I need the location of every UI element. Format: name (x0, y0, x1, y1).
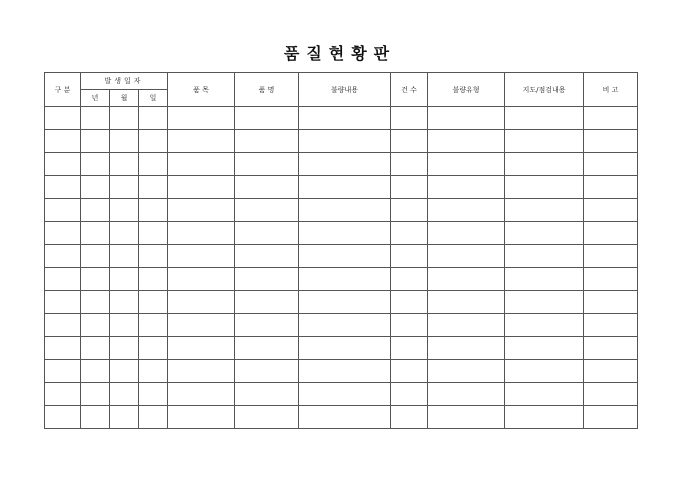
table-cell (584, 314, 638, 337)
table-cell (81, 107, 110, 130)
table-cell (584, 360, 638, 383)
table-cell (168, 337, 235, 360)
table-cell (428, 268, 505, 291)
table-cell (584, 176, 638, 199)
table-cell (235, 268, 299, 291)
table-cell (81, 153, 110, 176)
table-cell (45, 153, 81, 176)
table-cell (110, 383, 139, 406)
table-cell (391, 406, 428, 429)
table-cell (110, 268, 139, 291)
table-cell (81, 383, 110, 406)
table-cell (168, 245, 235, 268)
table-cell (428, 245, 505, 268)
table-cell (505, 406, 584, 429)
table-cell (235, 199, 299, 222)
table-cell (505, 176, 584, 199)
table-cell (299, 383, 391, 406)
table-cell (584, 199, 638, 222)
header-count: 건 수 (391, 73, 428, 107)
table-cell (428, 314, 505, 337)
table-cell (110, 176, 139, 199)
table-cell (391, 383, 428, 406)
table-cell (505, 360, 584, 383)
header-guidance: 지도/점검내용 (505, 73, 584, 107)
table-cell (391, 291, 428, 314)
quality-status-table (44, 72, 638, 429)
table-cell (45, 199, 81, 222)
table-row (45, 199, 638, 222)
table-cell (505, 153, 584, 176)
header-defect-type: 불량유형 (428, 73, 505, 107)
table-cell (505, 268, 584, 291)
table-cell (139, 337, 168, 360)
table-cell (110, 222, 139, 245)
table-cell (391, 314, 428, 337)
table-cell (139, 176, 168, 199)
table-cell (139, 199, 168, 222)
table-row (45, 130, 638, 153)
table-cell (168, 360, 235, 383)
table-cell (235, 291, 299, 314)
table-row (45, 291, 638, 314)
table-cell (428, 153, 505, 176)
table-cell (139, 130, 168, 153)
table-cell (45, 107, 81, 130)
table-cell (45, 406, 81, 429)
header-day: 일 (139, 90, 168, 107)
table-cell (235, 360, 299, 383)
header-occurrence-date: 발생일자 (81, 73, 168, 90)
table-cell (235, 153, 299, 176)
table-cell (81, 314, 110, 337)
table-cell (81, 130, 110, 153)
table-row (45, 107, 638, 130)
table-cell (584, 383, 638, 406)
table-cell (391, 176, 428, 199)
table-cell (584, 337, 638, 360)
table-cell (428, 383, 505, 406)
page-title: 품질현황판 (283, 44, 397, 63)
table-cell (391, 360, 428, 383)
table-cell (139, 314, 168, 337)
table-row (45, 153, 638, 176)
table-cell (299, 360, 391, 383)
table-cell (428, 291, 505, 314)
header-remarks: 비 고 (584, 73, 638, 107)
table-cell (168, 406, 235, 429)
table-cell (235, 337, 299, 360)
table-cell (168, 268, 235, 291)
table-row (45, 360, 638, 383)
table-cell (81, 222, 110, 245)
table-cell (168, 199, 235, 222)
table-cell (584, 130, 638, 153)
table-cell (299, 268, 391, 291)
table-cell (428, 406, 505, 429)
table-cell (299, 222, 391, 245)
table-row (45, 222, 638, 245)
table-cell (428, 337, 505, 360)
table-cell (299, 107, 391, 130)
table-cell (584, 406, 638, 429)
table-cell (110, 337, 139, 360)
table-cell (168, 107, 235, 130)
table-cell (505, 222, 584, 245)
table-cell (391, 222, 428, 245)
table-cell (110, 199, 139, 222)
table-cell (391, 337, 428, 360)
table-cell (584, 107, 638, 130)
table-cell (81, 245, 110, 268)
table-row (45, 383, 638, 406)
table-cell (299, 199, 391, 222)
table-cell (235, 176, 299, 199)
table-cell (139, 222, 168, 245)
table-cell (81, 268, 110, 291)
table-row (45, 314, 638, 337)
header-product-name: 품 명 (235, 73, 299, 107)
table-cell (299, 130, 391, 153)
table-cell (299, 337, 391, 360)
table-cell (299, 153, 391, 176)
table-cell (584, 268, 638, 291)
table-cell (391, 199, 428, 222)
table-cell (45, 130, 81, 153)
table-cell (168, 153, 235, 176)
table-cell (45, 222, 81, 245)
table-cell (110, 130, 139, 153)
table-row (45, 176, 638, 199)
table-cell (139, 245, 168, 268)
table-cell (428, 107, 505, 130)
table-cell (168, 176, 235, 199)
table-cell (139, 406, 168, 429)
table-cell (391, 107, 428, 130)
table-cell (299, 245, 391, 268)
table-cell (235, 406, 299, 429)
table-row (45, 406, 638, 429)
table-cell (505, 107, 584, 130)
table-cell (168, 291, 235, 314)
table-cell (139, 153, 168, 176)
table-cell (81, 360, 110, 383)
table-cell (110, 360, 139, 383)
table-cell (428, 199, 505, 222)
table-cell (505, 245, 584, 268)
table-cell (81, 337, 110, 360)
table-cell (505, 337, 584, 360)
table-cell (45, 314, 81, 337)
table-cell (45, 268, 81, 291)
table-cell (139, 268, 168, 291)
table-cell (391, 268, 428, 291)
table-cell (139, 360, 168, 383)
table-cell (235, 130, 299, 153)
table-cell (235, 107, 299, 130)
table-cell (299, 406, 391, 429)
table-cell (45, 245, 81, 268)
table-cell (168, 222, 235, 245)
table-cell (299, 176, 391, 199)
header-month: 월 (110, 90, 139, 107)
table-cell (110, 314, 139, 337)
table-cell (428, 130, 505, 153)
table-cell (235, 314, 299, 337)
table-cell (428, 222, 505, 245)
table-cell (505, 314, 584, 337)
table-cell (391, 153, 428, 176)
table-cell (168, 383, 235, 406)
table-body (45, 107, 638, 429)
table-cell (391, 130, 428, 153)
table-cell (235, 245, 299, 268)
header-defect-content: 불량내용 (299, 73, 391, 107)
table-cell (299, 291, 391, 314)
table-cell (505, 291, 584, 314)
table-cell (168, 314, 235, 337)
table-cell (505, 199, 584, 222)
table-cell (168, 130, 235, 153)
table-row (45, 245, 638, 268)
header-year: 년 (81, 90, 110, 107)
table-cell (428, 360, 505, 383)
table-cell (584, 153, 638, 176)
table-cell (235, 383, 299, 406)
table-cell (81, 291, 110, 314)
table-cell (45, 291, 81, 314)
table-cell (505, 130, 584, 153)
table-cell (584, 291, 638, 314)
table-cell (584, 222, 638, 245)
table-cell (45, 176, 81, 199)
table-cell (235, 222, 299, 245)
table-cell (110, 107, 139, 130)
table-cell (45, 383, 81, 406)
table-row (45, 268, 638, 291)
table-cell (110, 291, 139, 314)
table-cell (139, 291, 168, 314)
header-division: 구 분 (45, 73, 81, 107)
table-cell (81, 199, 110, 222)
table-row (45, 337, 638, 360)
table-cell (110, 406, 139, 429)
table-cell (81, 176, 110, 199)
table-cell (584, 245, 638, 268)
table-cell (45, 337, 81, 360)
table-cell (139, 107, 168, 130)
table-cell (299, 314, 391, 337)
table-cell (81, 406, 110, 429)
table-cell (110, 153, 139, 176)
table-cell (505, 383, 584, 406)
table-cell (139, 383, 168, 406)
table-cell (391, 245, 428, 268)
table-cell (45, 360, 81, 383)
table-cell (428, 176, 505, 199)
header-item: 품 목 (168, 73, 235, 107)
table-cell (110, 245, 139, 268)
